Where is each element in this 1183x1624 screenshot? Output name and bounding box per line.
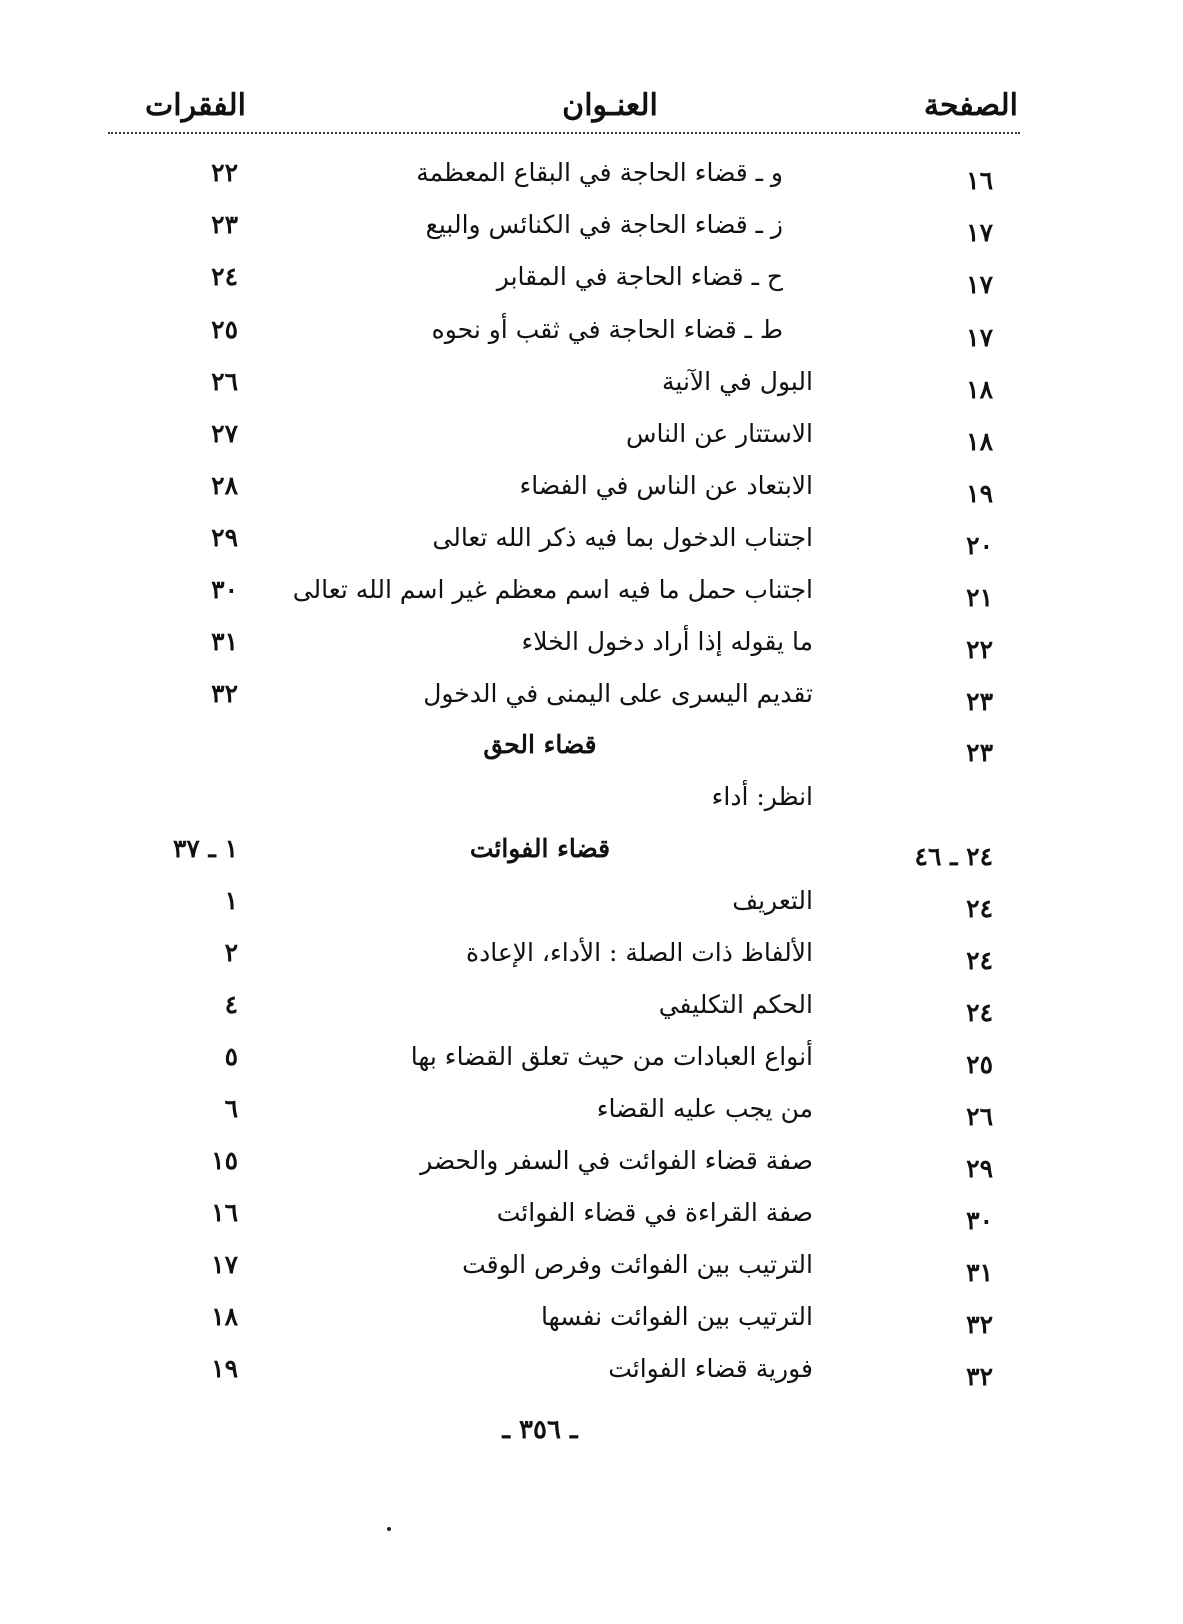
index-row (0, 936, 1183, 982)
row-paragraph-number: ١٦ (211, 1198, 238, 1227)
index-row (0, 469, 1183, 515)
row-title: من يجب عليه القضاء (596, 1094, 813, 1123)
row-title: الحكم التكليفي (658, 990, 813, 1019)
section-heading: قضاء الحق (483, 730, 597, 759)
index-row (0, 677, 1183, 723)
index-section-row (0, 832, 1183, 878)
row-page-number: ٣٢ (966, 1310, 993, 1339)
row-page-number: ١٦ (966, 166, 993, 195)
row-page-number: ٢١ (966, 583, 993, 612)
row-page-number: ٢٠ (966, 531, 993, 560)
row-title: الابتعاد عن الناس في الفضاء (519, 471, 813, 500)
row-title: التعريف (732, 886, 813, 915)
row-page-number: ٢٢ (966, 635, 993, 664)
header-dotted-divider (108, 132, 1020, 134)
row-paragraph-number: ٢٧ (211, 419, 238, 448)
index-row (0, 1248, 1183, 1294)
row-paragraph-number: ١ (224, 886, 238, 915)
row-page-number: ١٧ (966, 218, 993, 247)
row-title: ز ـ قضاء الحاجة في الكنائس والبيع (425, 210, 783, 239)
row-title: صفة قضاء الفوائت في السفر والحضر (420, 1146, 813, 1175)
column-header-page: الصفحة (923, 88, 1018, 123)
index-row (0, 1040, 1183, 1086)
row-paragraph-number: ١٩ (211, 1354, 238, 1383)
row-title: و ـ قضاء الحاجة في البقاع المعظمة (416, 158, 783, 187)
row-paragraph-number: ٤ (224, 990, 238, 1019)
row-title: فورية قضاء الفوائت (608, 1354, 813, 1383)
row-title: ط ـ قضاء الحاجة في ثقب أو نحوه (431, 315, 783, 344)
row-page-number: ٢٤ (966, 998, 993, 1027)
page-number-footer: ـ ٣٥٦ ـ (502, 1415, 578, 1445)
row-page-number: ٣٢ (966, 1362, 993, 1391)
cross-reference-row (0, 780, 1183, 826)
row-title: ما يقوله إذا أراد دخول الخلاء (521, 627, 813, 656)
row-paragraph-number: ١٨ (211, 1302, 238, 1331)
row-page-number: ٣٠ (966, 1206, 993, 1235)
row-page-number: ٢٤ (966, 946, 993, 975)
row-paragraph-number: ٣١ (211, 627, 238, 656)
row-paragraph-number: ٢ (224, 938, 238, 967)
row-paragraph-number: ٢٢ (211, 158, 238, 187)
row-page-number: ١٩ (966, 479, 993, 508)
row-page-number: ١٨ (966, 427, 993, 456)
row-paragraph-number: ٢٥ (211, 315, 238, 344)
row-paragraph-number: ٣٠ (211, 575, 238, 604)
index-row (0, 1092, 1183, 1138)
cross-reference-text: انظر: أداء (711, 782, 813, 811)
row-page-number: ٢٥ (966, 1050, 993, 1079)
row-paragraph-number: ٢٨ (211, 471, 238, 500)
row-page-number: ٢٤ ـ ٤٦ (914, 842, 993, 871)
row-paragraph-number: ١٥ (211, 1146, 238, 1175)
index-section-row (0, 728, 1183, 774)
row-title: أنواع العبادات من حيث تعلق القضاء بها (410, 1042, 813, 1071)
index-row (0, 208, 1183, 254)
index-row (0, 625, 1183, 671)
row-page-number: ٢٦ (966, 1102, 993, 1131)
index-row (0, 417, 1183, 463)
row-paragraph-number: ٣٢ (211, 679, 238, 708)
row-page-number: ٢٣ (966, 687, 993, 716)
row-title: الترتيب بين الفوائت نفسها (541, 1302, 813, 1331)
column-header-paragraphs: الفقرات (145, 88, 246, 123)
row-page-number: ١٧ (966, 270, 993, 299)
row-paragraph-number: ١ ـ ٣٧ (172, 834, 238, 863)
row-page-number: ٢٣ (966, 738, 993, 767)
row-paragraph-number: ٢٦ (211, 367, 238, 396)
row-title: اجتناب الدخول بما فيه ذكر الله تعالى (432, 523, 813, 552)
index-row (0, 573, 1183, 619)
row-paragraph-number: ٢٤ (211, 262, 238, 291)
index-row (0, 988, 1183, 1034)
row-title: الألفاظ ذات الصلة : الأداء، الإعادة (466, 938, 813, 967)
row-page-number: ٢٩ (966, 1154, 993, 1183)
row-title: الاستتار عن الناس (625, 419, 813, 448)
index-row (0, 1196, 1183, 1242)
scan-speck (387, 1527, 391, 1531)
row-paragraph-number: ٢٣ (211, 210, 238, 239)
row-paragraph-number: ٦ (224, 1094, 238, 1123)
index-row (0, 365, 1183, 411)
row-page-number: ٢٤ (966, 894, 993, 923)
row-paragraph-number: ٥ (224, 1042, 238, 1071)
row-title: البول في الآنية (662, 367, 813, 396)
row-page-number: ١٨ (966, 375, 993, 404)
index-row (0, 1144, 1183, 1190)
index-row (0, 1300, 1183, 1346)
index-row (0, 521, 1183, 567)
index-row (0, 1352, 1183, 1398)
row-page-number: ١٧ (966, 323, 993, 352)
index-row (0, 156, 1183, 202)
row-title: تقديم اليسرى على اليمنى في الدخول (423, 679, 813, 708)
index-row (0, 260, 1183, 306)
section-heading: قضاء الفوائت (469, 834, 611, 863)
row-title: الترتيب بين الفوائت وفرص الوقت (462, 1250, 813, 1279)
column-header-title: العنـوان (562, 88, 658, 123)
row-paragraph-number: ١٧ (211, 1250, 238, 1279)
row-title: اجتناب حمل ما فيه اسم معظم غير اسم الله تعالى (292, 575, 813, 604)
index-row (0, 884, 1183, 930)
index-row (0, 313, 1183, 359)
row-title: ح ـ قضاء الحاجة في المقابر (496, 262, 783, 291)
row-title: صفة القراءة في قضاء الفوائت (496, 1198, 813, 1227)
row-paragraph-number: ٢٩ (211, 523, 238, 552)
row-page-number: ٣١ (966, 1258, 993, 1287)
